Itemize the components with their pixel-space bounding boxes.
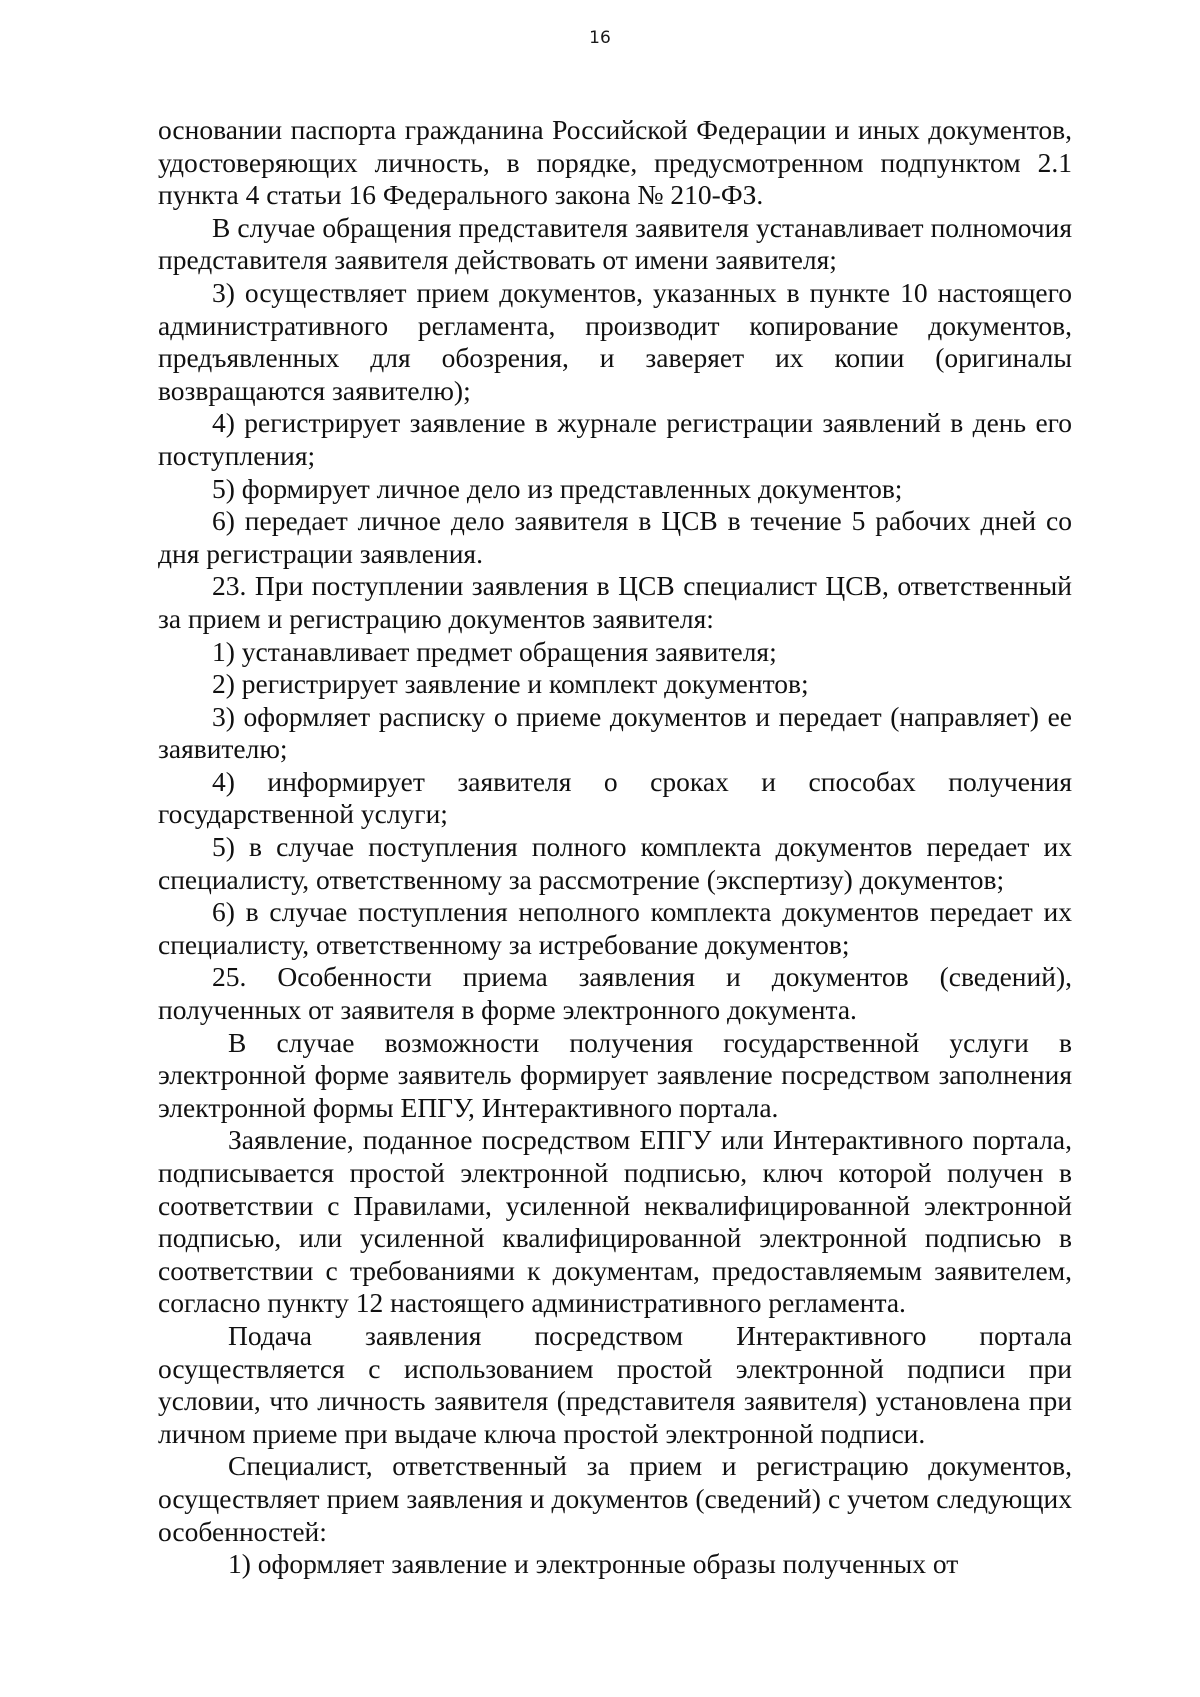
paragraph-clause-23-item-2: 2) регистрирует заявление и комплект документов; [212, 668, 809, 700]
paragraph-clause-23-item-1: 1) устанавливает предмет обращения заявителя; [212, 635, 777, 667]
paragraph-item-5: 5) формирует личное дело из представленных документов; [212, 472, 903, 504]
paragraph-clause-23-item-5: 5) в случае поступления полного комплекта документов передает их специалисту, ответственному за рассмотрение (экспертизу) документов; [158, 831, 1072, 895]
paragraph-specialist-item-1: 1) оформляет заявление и электронные образы полученных от [228, 1548, 959, 1580]
paragraph-specialist: Специалист, ответственный за прием и регистрацию документов, осуществляет прием заявления и документов (сведений) с учетом следующих особенностей: [158, 1450, 1072, 1547]
document-body [158, 114, 1072, 1581]
paragraph-clause-23-item-3: 3) оформляет расписку о приеме документов и передает (направляет) ее заявителю; [158, 700, 1072, 765]
paragraph-item-4: 4) регистрирует заявление в журнале регистрации заявлений в день его поступления; [158, 407, 1072, 471]
paragraph-clause-23-item-6: 6) в случае поступления неполного комплекта документов передает их специалисту, ответственному за истребование документов; [158, 896, 1072, 960]
paragraph-item-3: 3) осуществляет прием документов, указанных в пункте 10 настоящего административного регламента, производит копирование документов, предъявленных для обозрения, и заверяет их копии (оригиналы возвращаются заявителю); [158, 276, 1072, 406]
page-number: 16 [589, 28, 611, 48]
paragraph-signature: Заявление, поданное посредством ЕПГУ или Интерактивного портала, подписывается простой электронной подписью, ключ которой получен в соответствии с Правилами, усиленной неквалифицированной электронной подписью, или усиленной квалифицированной электронной подписью в соответствии с требованиями к документам, предоставляемым заявителем, согласно пункту 12 настоящего административного регламента. [158, 1124, 1072, 1319]
paragraph-item-6: 6) передает личное дело заявителя в ЦСВ в течение 5 рабочих дней со дня регистрации заявления. [158, 505, 1072, 569]
paragraph-clause-23: 23. При поступлении заявления в ЦСВ специалист ЦСВ, ответственный за прием и регистрацию документов заявителя: [158, 570, 1072, 634]
paragraph-representative: В случае обращения представителя заявителя устанавливает полномочия представителя заявителя действовать от имени заявителя; [158, 211, 1072, 276]
paragraph-submission: Подача заявления посредством Интерактивного портала осуществляется с использованием простой электронной подписи при условии, что личность заявителя (представителя заявителя) установлена при личном приеме при выдаче ключа простой электронной подписи. [158, 1319, 1072, 1449]
paragraph-clause-25: 25. Особенности приема заявления и документов (сведений), полученных от заявителя в форме электронного документа. [158, 961, 1072, 1026]
paragraph-clause-23-item-4: 4) информирует заявителя о сроках и способах получения государственной услуги; [158, 765, 1072, 830]
paragraph-continuation: основании паспорта гражданина Российской Федерации и иных документов, удостоверяющих личность, в порядке, предусмотренном подпунктом 2.1 пункта 4 статьи 16 Федерального закона № 210-ФЗ. [158, 114, 1072, 211]
paragraph-electronic-form: В случае возможности получения государственной услуги в электронной форме заявитель формирует заявление посредством заполнения электронной формы ЕПГУ, Интерактивного портала. [158, 1026, 1072, 1123]
